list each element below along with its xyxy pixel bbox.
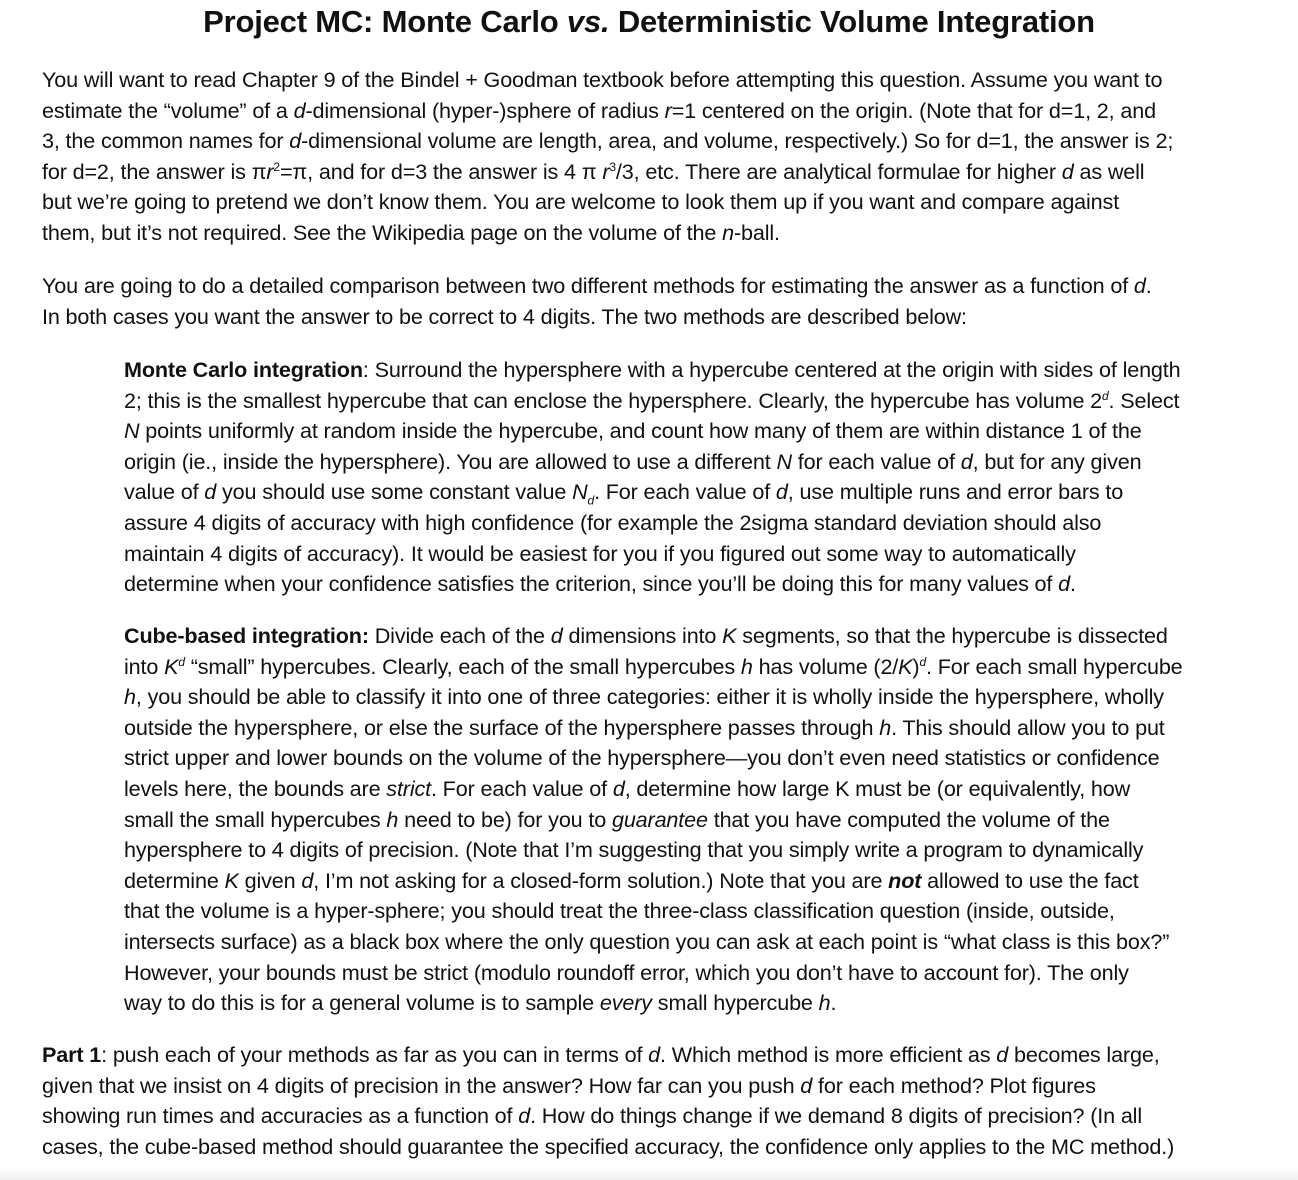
- italic-var: d: [293, 97, 306, 123]
- text-run: points uniformly at random inside the hypercube, and count how many of them are within distance 1 of the: [139, 418, 1142, 444]
- italic-var: K: [224, 867, 239, 893]
- text-line: [42, 96, 1173, 127]
- text-line: [124, 713, 1183, 744]
- text-line: [124, 835, 1183, 866]
- superscript: d: [178, 654, 185, 669]
- text-line: [124, 866, 1183, 897]
- text-run: becomes large,: [1008, 1042, 1160, 1067]
- italic-var: d: [289, 128, 302, 154]
- text-line: [42, 126, 1173, 157]
- italic-var: d: [648, 1042, 661, 1067]
- text-run: outside the hypersphere, or else the surface of the hypersphere passes through: [124, 714, 880, 740]
- title-rest: Deterministic Volume Integration: [609, 4, 1095, 39]
- text-run: However, your bounds must be strict (modulo roundoff error, which you don’t have to account for). The only: [124, 959, 1129, 985]
- text-run: , you should be able to classify it into one of three categories: either it is wholly inside the hypersphere, wholly: [135, 684, 1164, 710]
- text-line: [42, 65, 1173, 96]
- text-run: -dimensional (hyper-)sphere of radius: [305, 97, 665, 123]
- text-line: [124, 896, 1183, 927]
- italic-var: d: [518, 1103, 531, 1129]
- part1-heading: Part 1: [42, 1042, 102, 1067]
- text-run: levels here, the bounds are: [124, 775, 387, 801]
- text-run: origin (ie., inside the hypersphere). You are allowed to use a different: [124, 448, 777, 474]
- text-line: [124, 621, 1183, 652]
- text-line: [124, 569, 1181, 600]
- text-run: . Which method is more efficient as: [660, 1042, 997, 1067]
- italic-var: K: [898, 653, 913, 679]
- text-run: =1 centered on the origin. (Note that for d=1, 2, and: [671, 97, 1156, 123]
- text-run: but we’re going to pretend we don’t know them. You are welcome to look them up if you want and compare against: [42, 189, 1120, 215]
- text-run: You are going to do a detailed comparison between two different methods for estimating the answer as a function of: [42, 273, 1134, 298]
- text-run: .: [1145, 273, 1152, 298]
- text-run: that you have computed the volume of the: [707, 806, 1110, 832]
- italic-var: h: [740, 653, 753, 679]
- text-line: [42, 218, 1173, 249]
- title-main: Project MC: Monte Carlo: [203, 4, 567, 39]
- italic-var: N: [124, 418, 140, 444]
- bold-italic-word: not: [888, 867, 922, 893]
- italic-var: d: [1058, 571, 1070, 597]
- text-run: assure 4 digits of accuracy with high confidence (for example the 2sigma standard deviation should also: [124, 509, 1102, 535]
- italic-var: d: [550, 623, 563, 648]
- text-line: [124, 416, 1181, 447]
- text-line: [124, 508, 1181, 539]
- text-run: you should use some constant value: [216, 479, 573, 505]
- superscript: d: [919, 654, 926, 669]
- text-run: . For each small hypercube: [926, 653, 1183, 679]
- bottom-edge-shadow: [0, 1168, 1298, 1180]
- text-run: strict upper and lower bounds on the volume of the hypersphere—you don’t even need statistics or confidence: [124, 745, 1160, 771]
- intro-paragraph: [42, 65, 1173, 249]
- text-run: dimensions into: [562, 623, 723, 648]
- italic-var: N: [572, 479, 588, 505]
- text-run: hypersphere to 4 digits of precision. (Note that I’m suggesting that you simply write a program to dynamically: [124, 837, 1144, 863]
- text-run: , determine how large K must be (or equivalently, how: [624, 775, 1131, 801]
- text-run: =π, and for d=3 the answer is 4 π: [279, 158, 603, 184]
- text-run: small hypercube: [651, 990, 819, 1016]
- text-run: that the volume is a hyper-sphere; you should treat the three-class classification question (inside, outside,: [124, 898, 1115, 924]
- monte-carlo-paragraph: [124, 355, 1181, 600]
- text-line: [124, 682, 1183, 713]
- cube-paragraph: [124, 621, 1183, 1019]
- text-line: [124, 774, 1183, 805]
- text-run: need to be) for you to: [398, 806, 612, 832]
- text-line: [124, 355, 1181, 386]
- text-run: -ball.: [733, 219, 780, 245]
- text-line: [124, 477, 1181, 508]
- italic-var: h: [386, 806, 399, 832]
- italic-var: d: [960, 448, 973, 474]
- text-run: given that we insist on 4 digits of precision in the answer? How far can you push: [42, 1072, 801, 1098]
- italic-var: d: [612, 775, 625, 801]
- italic-var: d: [301, 867, 314, 893]
- text-run: . This should allow you to put: [891, 714, 1165, 740]
- text-line: [124, 386, 1181, 417]
- title-vs: vs.: [566, 4, 610, 39]
- italic-var: h: [124, 684, 136, 710]
- text-run: . How do things change if we demand 8 digits of precision? (In all: [530, 1103, 1142, 1129]
- text-run: maintain 4 digits of accuracy). It would be easiest for you if you figured out some way to automatically: [124, 540, 1076, 566]
- text-line: [124, 927, 1183, 958]
- text-run: .: [1070, 571, 1076, 597]
- text-run: intersects surface) as a black box where the only question you can ask at each point is “what class is this box?”: [124, 928, 1170, 954]
- text-run: determine when your confidence satisfies the criterion, since you’ll be doing this for many values of: [124, 571, 1059, 597]
- text-run: /3, etc. There are analytical formulae for higher: [615, 158, 1062, 184]
- text-run: showing run times and accuracies as a function of: [42, 1103, 519, 1129]
- italic-var: K: [164, 653, 179, 679]
- text-line: [124, 447, 1181, 478]
- text-run: 3, the common names for: [42, 128, 290, 154]
- italic-var: r: [266, 158, 274, 184]
- text-run: for each value of: [791, 448, 961, 474]
- comparison-paragraph: [42, 271, 1152, 332]
- italic-word: strict: [386, 775, 431, 801]
- italic-var: d: [1133, 273, 1146, 298]
- italic-var: d: [775, 479, 788, 505]
- text-run: way to do this is for a general volume is to sample: [124, 990, 600, 1016]
- italic-word: every: [599, 990, 652, 1016]
- italic-var: d: [204, 479, 217, 505]
- italic-var: d: [996, 1042, 1009, 1067]
- superscript: d: [1102, 388, 1109, 403]
- text-run: segments, so that the hypercube is dissected: [736, 623, 1168, 648]
- text-run: ): [912, 653, 920, 679]
- page-title: [0, 2, 1298, 42]
- text-run: 2; this is the smallest hypercube that can enclose the hypersphere. Clearly, the hypercube has volume 2: [124, 387, 1103, 413]
- text-run: . For each value of: [594, 479, 776, 505]
- italic-var: h: [818, 990, 831, 1016]
- italic-var: r: [602, 158, 610, 184]
- text-line: [124, 805, 1183, 836]
- text-run: -dimensional volume are length, area, and volume, respectively.) So for d=1, the answer is 2;: [301, 128, 1174, 154]
- italic-var: d: [1061, 158, 1074, 184]
- text-line: [42, 271, 1152, 302]
- cube-heading: Cube-based integration:: [124, 623, 369, 648]
- text-run: In both cases you want the answer to be correct to 4 digits. The two methods are described below:: [42, 303, 967, 329]
- text-line: [42, 187, 1173, 218]
- italic-var: K: [722, 623, 737, 648]
- text-run: , but for any given: [972, 448, 1142, 474]
- text-run: estimate the “volume” of a: [42, 97, 294, 123]
- part1-paragraph: [42, 1040, 1174, 1162]
- text-run: You will want to read Chapter 9 of the Bindel + Goodman textbook before attempting this question. Assume you want to: [42, 67, 1163, 92]
- italic-var: n: [722, 219, 734, 245]
- text-run: given: [238, 867, 302, 893]
- superscript: 2: [273, 159, 280, 174]
- text-run: value of: [124, 479, 205, 505]
- text-line: [42, 1071, 1174, 1102]
- text-line: [42, 157, 1173, 188]
- subscript: d: [587, 493, 595, 508]
- text-run: .: [830, 990, 837, 1016]
- text-run: for each method? Plot figures: [812, 1072, 1096, 1098]
- text-run: them, but it’s not required. See the Wikipedia page on the volume of the: [42, 219, 723, 245]
- text-line: [124, 539, 1181, 570]
- text-run: as well: [1073, 158, 1145, 184]
- text-run: “small” hypercubes. Clearly, each of the small hypercubes: [184, 653, 741, 679]
- text-run: for d=2, the answer is π: [42, 158, 267, 184]
- italic-var: h: [879, 714, 892, 740]
- text-run: : push each of your methods as far as you can in terms of: [101, 1042, 649, 1067]
- text-line: [124, 958, 1183, 989]
- italic-var: d: [800, 1072, 813, 1098]
- text-run: has volume (2/: [752, 653, 899, 679]
- text-run: , use multiple runs and error bars to: [787, 479, 1124, 505]
- text-run: into: [124, 653, 165, 679]
- text-run: , I’m not asking for a closed-form solution.) Note that you are: [313, 867, 889, 893]
- text-run: allowed to use the fact: [921, 867, 1139, 893]
- text-run: determine: [124, 867, 225, 893]
- text-line: [124, 988, 1183, 1019]
- text-run: Divide each of the: [368, 623, 551, 648]
- text-line: [42, 1040, 1174, 1071]
- italic-var: r: [664, 97, 672, 123]
- text-line: [124, 743, 1183, 774]
- text-run: cases, the cube-based method should guarantee the specified accuracy, the confidence only applies to the MC method.): [42, 1133, 1175, 1159]
- text-line: [42, 1101, 1174, 1132]
- superscript: 3: [609, 159, 616, 174]
- text-line: [124, 652, 1183, 683]
- text-run: . Select: [1108, 387, 1180, 413]
- text-run: : Surround the hypersphere with a hypercube centered at the origin with sides of length: [362, 357, 1181, 382]
- italic-var: N: [776, 448, 792, 474]
- italic-word: guarantee: [611, 806, 708, 832]
- text-run: . For each value of: [430, 775, 613, 801]
- text-line: [42, 1132, 1174, 1163]
- text-run: small the small hypercubes: [124, 806, 387, 832]
- monte-carlo-heading: Monte Carlo integration: [124, 357, 363, 382]
- text-line: [42, 302, 1152, 333]
